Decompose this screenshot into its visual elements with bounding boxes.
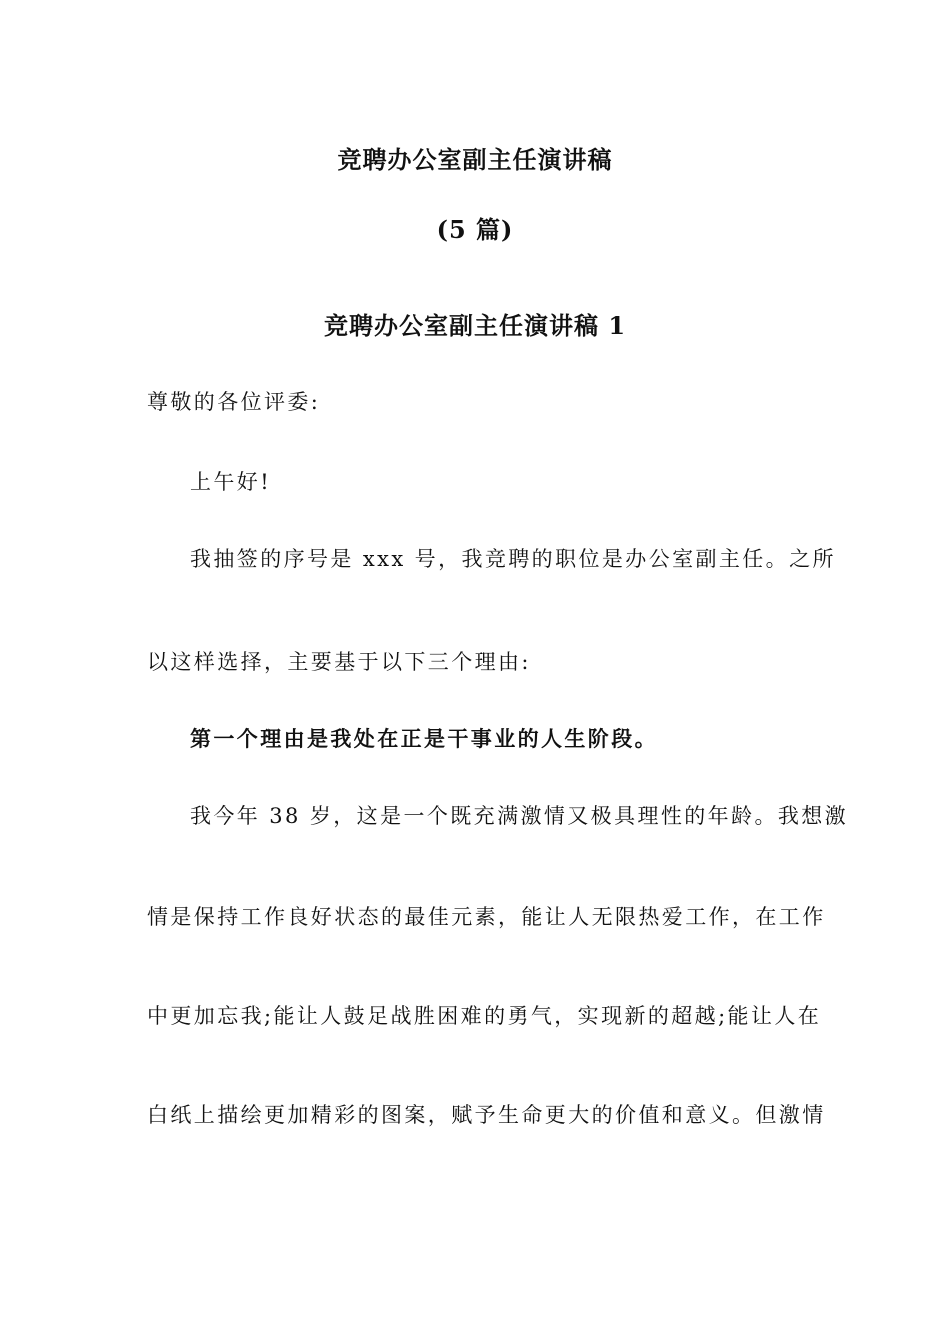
section-title: 竞聘办公室副主任演讲稿 1 — [323, 311, 627, 340]
paragraph-1-line-1: 我抽签的序号是 xxx 号，我竞聘的职位是办公室副主任。之所 — [190, 547, 836, 571]
document-count-label: (5 篇) — [436, 215, 514, 244]
document-title: 竞聘办公室副主任演讲稿 — [337, 145, 613, 174]
reason-1-heading: 第一个理由是我处在正是干事业的人生阶段。 — [190, 726, 658, 751]
paragraph-2-line-1: 我今年 38 岁，这是一个既充满激情又极具理性的年龄。我想激 — [190, 804, 849, 828]
paragraph-2-line-4: 白纸上描绘更加精彩的图案，赋予生命更大的价值和意义。但激情 — [147, 1103, 826, 1127]
greeting: 上午好! — [190, 470, 272, 494]
paragraph-1-line-2: 以这样选择，主要基于以下三个理由: — [147, 650, 531, 674]
paragraph-2-line-2: 情是保持工作良好状态的最佳元素，能让人无限热爱工作，在工作 — [147, 905, 826, 929]
salutation: 尊敬的各位评委: — [147, 390, 321, 414]
paragraph-2-line-3: 中更加忘我;能让人鼓足战胜困难的勇气，实现新的超越;能让人在 — [147, 1004, 822, 1028]
